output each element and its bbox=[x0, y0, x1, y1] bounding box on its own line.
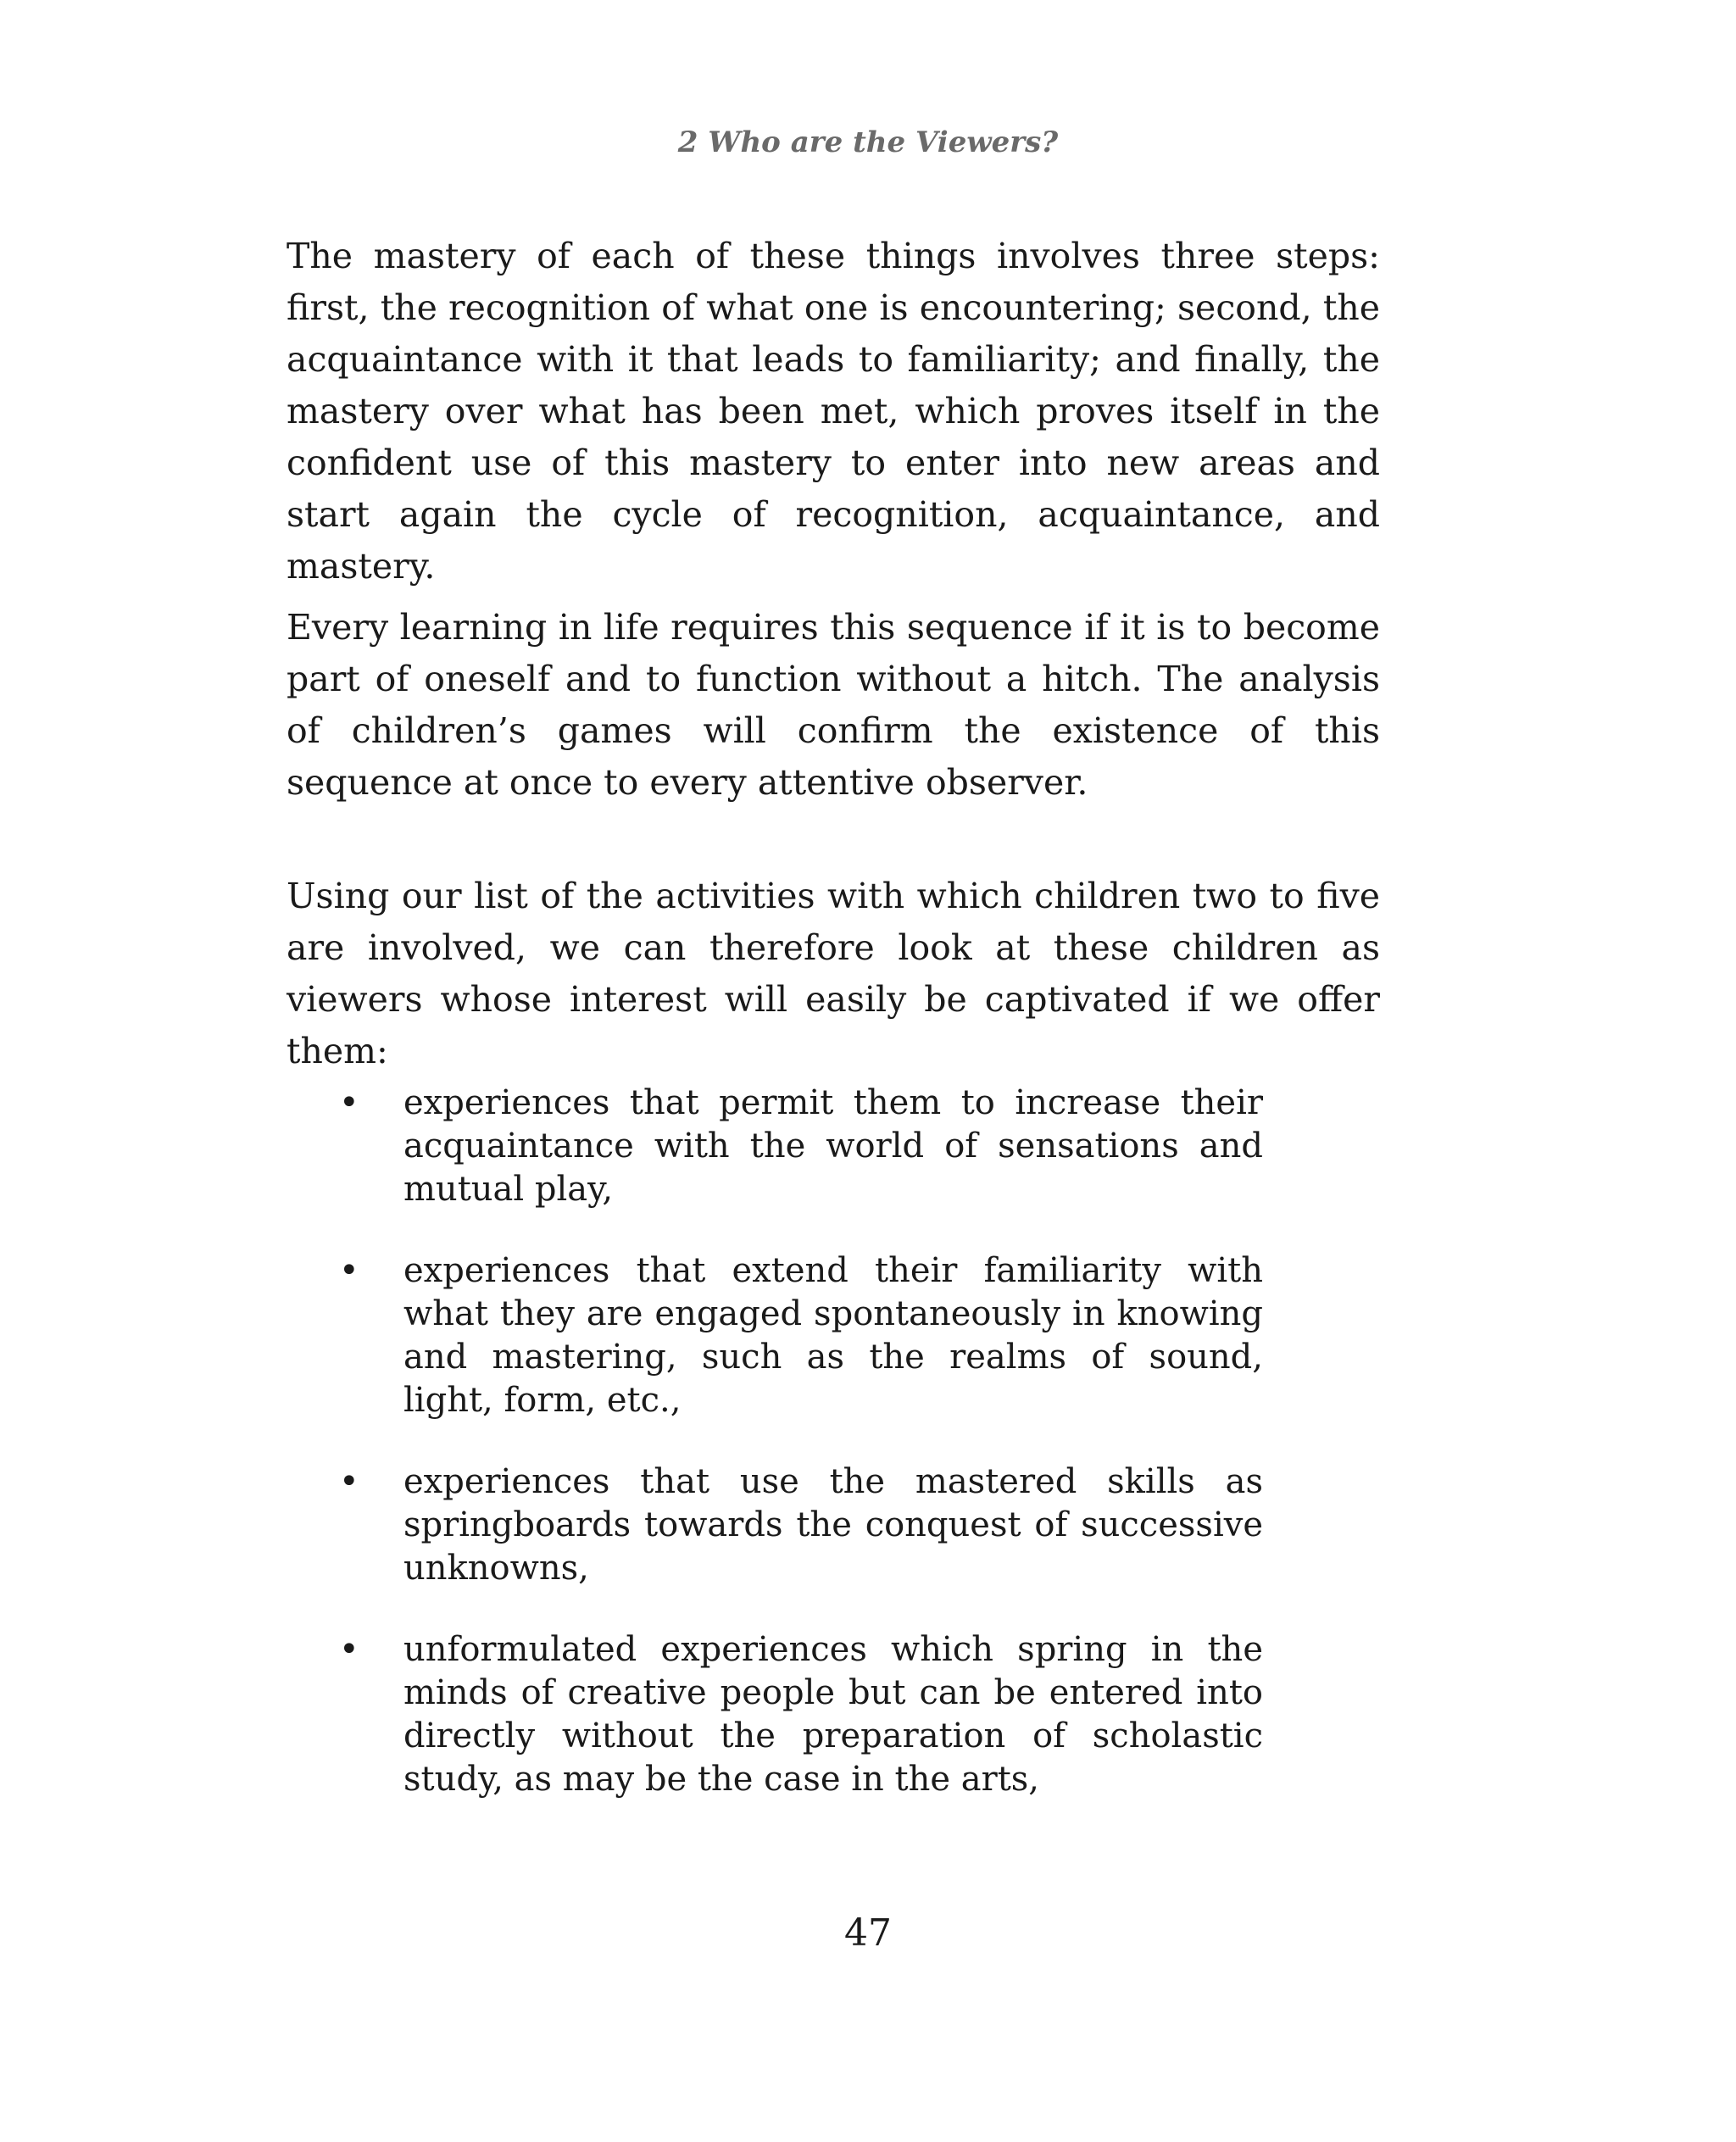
bullet-marker: • bbox=[339, 1630, 359, 1669]
body-paragraph: The mastery of each of these things involves three steps: first, the recognition of what one is encountering; second, the acquaintance with it that leads to familiarity; and finally, the mastery over what has been met, which proves itself in the confident use of this mastery to enter into new areas and start again the cycle of recognition, acquaintance, and mastery. bbox=[287, 236, 1380, 587]
bullet-marker: • bbox=[339, 1251, 359, 1290]
running-head: 2 Who are the Viewers? bbox=[677, 125, 1059, 159]
body-paragraph: Using our list of the activities with which children two to five are involved, we can therefore look at these children as viewers whose interest will easily be captivated if we offer them: bbox=[287, 876, 1380, 1071]
list-item bbox=[339, 1249, 1263, 1422]
list-item bbox=[339, 1082, 1263, 1211]
list-item bbox=[339, 1460, 1263, 1590]
page-number: 47 bbox=[844, 1911, 892, 1955]
list-item-text: unformulated experiences which spring in the minds of creative people but can be entered into directly without the preparation of scholastic study, as may be the case in the arts, bbox=[403, 1630, 1263, 1799]
bullet-list bbox=[339, 1082, 1263, 1839]
list-item-text: experiences that permit them to increase their acquaintance with the world of sensations and mutual play, bbox=[403, 1083, 1263, 1209]
list-item bbox=[339, 1628, 1263, 1801]
list-item-text: experiences that use the mastered skills as springboards towards the conquest of successive unknowns, bbox=[403, 1462, 1263, 1588]
bullet-marker: • bbox=[339, 1083, 359, 1122]
body-paragraph: Every learning in life requires this sequence if it is to become part of oneself and to function without a hitch. The analysis of children’s games will confirm the existence of this sequence at once to every attentive observer. bbox=[287, 607, 1380, 803]
list-item-text: experiences that extend their familiarity with what they are engaged spontaneously in knowing and mastering, such as the realms of sound, light, form, etc., bbox=[403, 1251, 1263, 1420]
bullet-marker: • bbox=[339, 1462, 359, 1501]
